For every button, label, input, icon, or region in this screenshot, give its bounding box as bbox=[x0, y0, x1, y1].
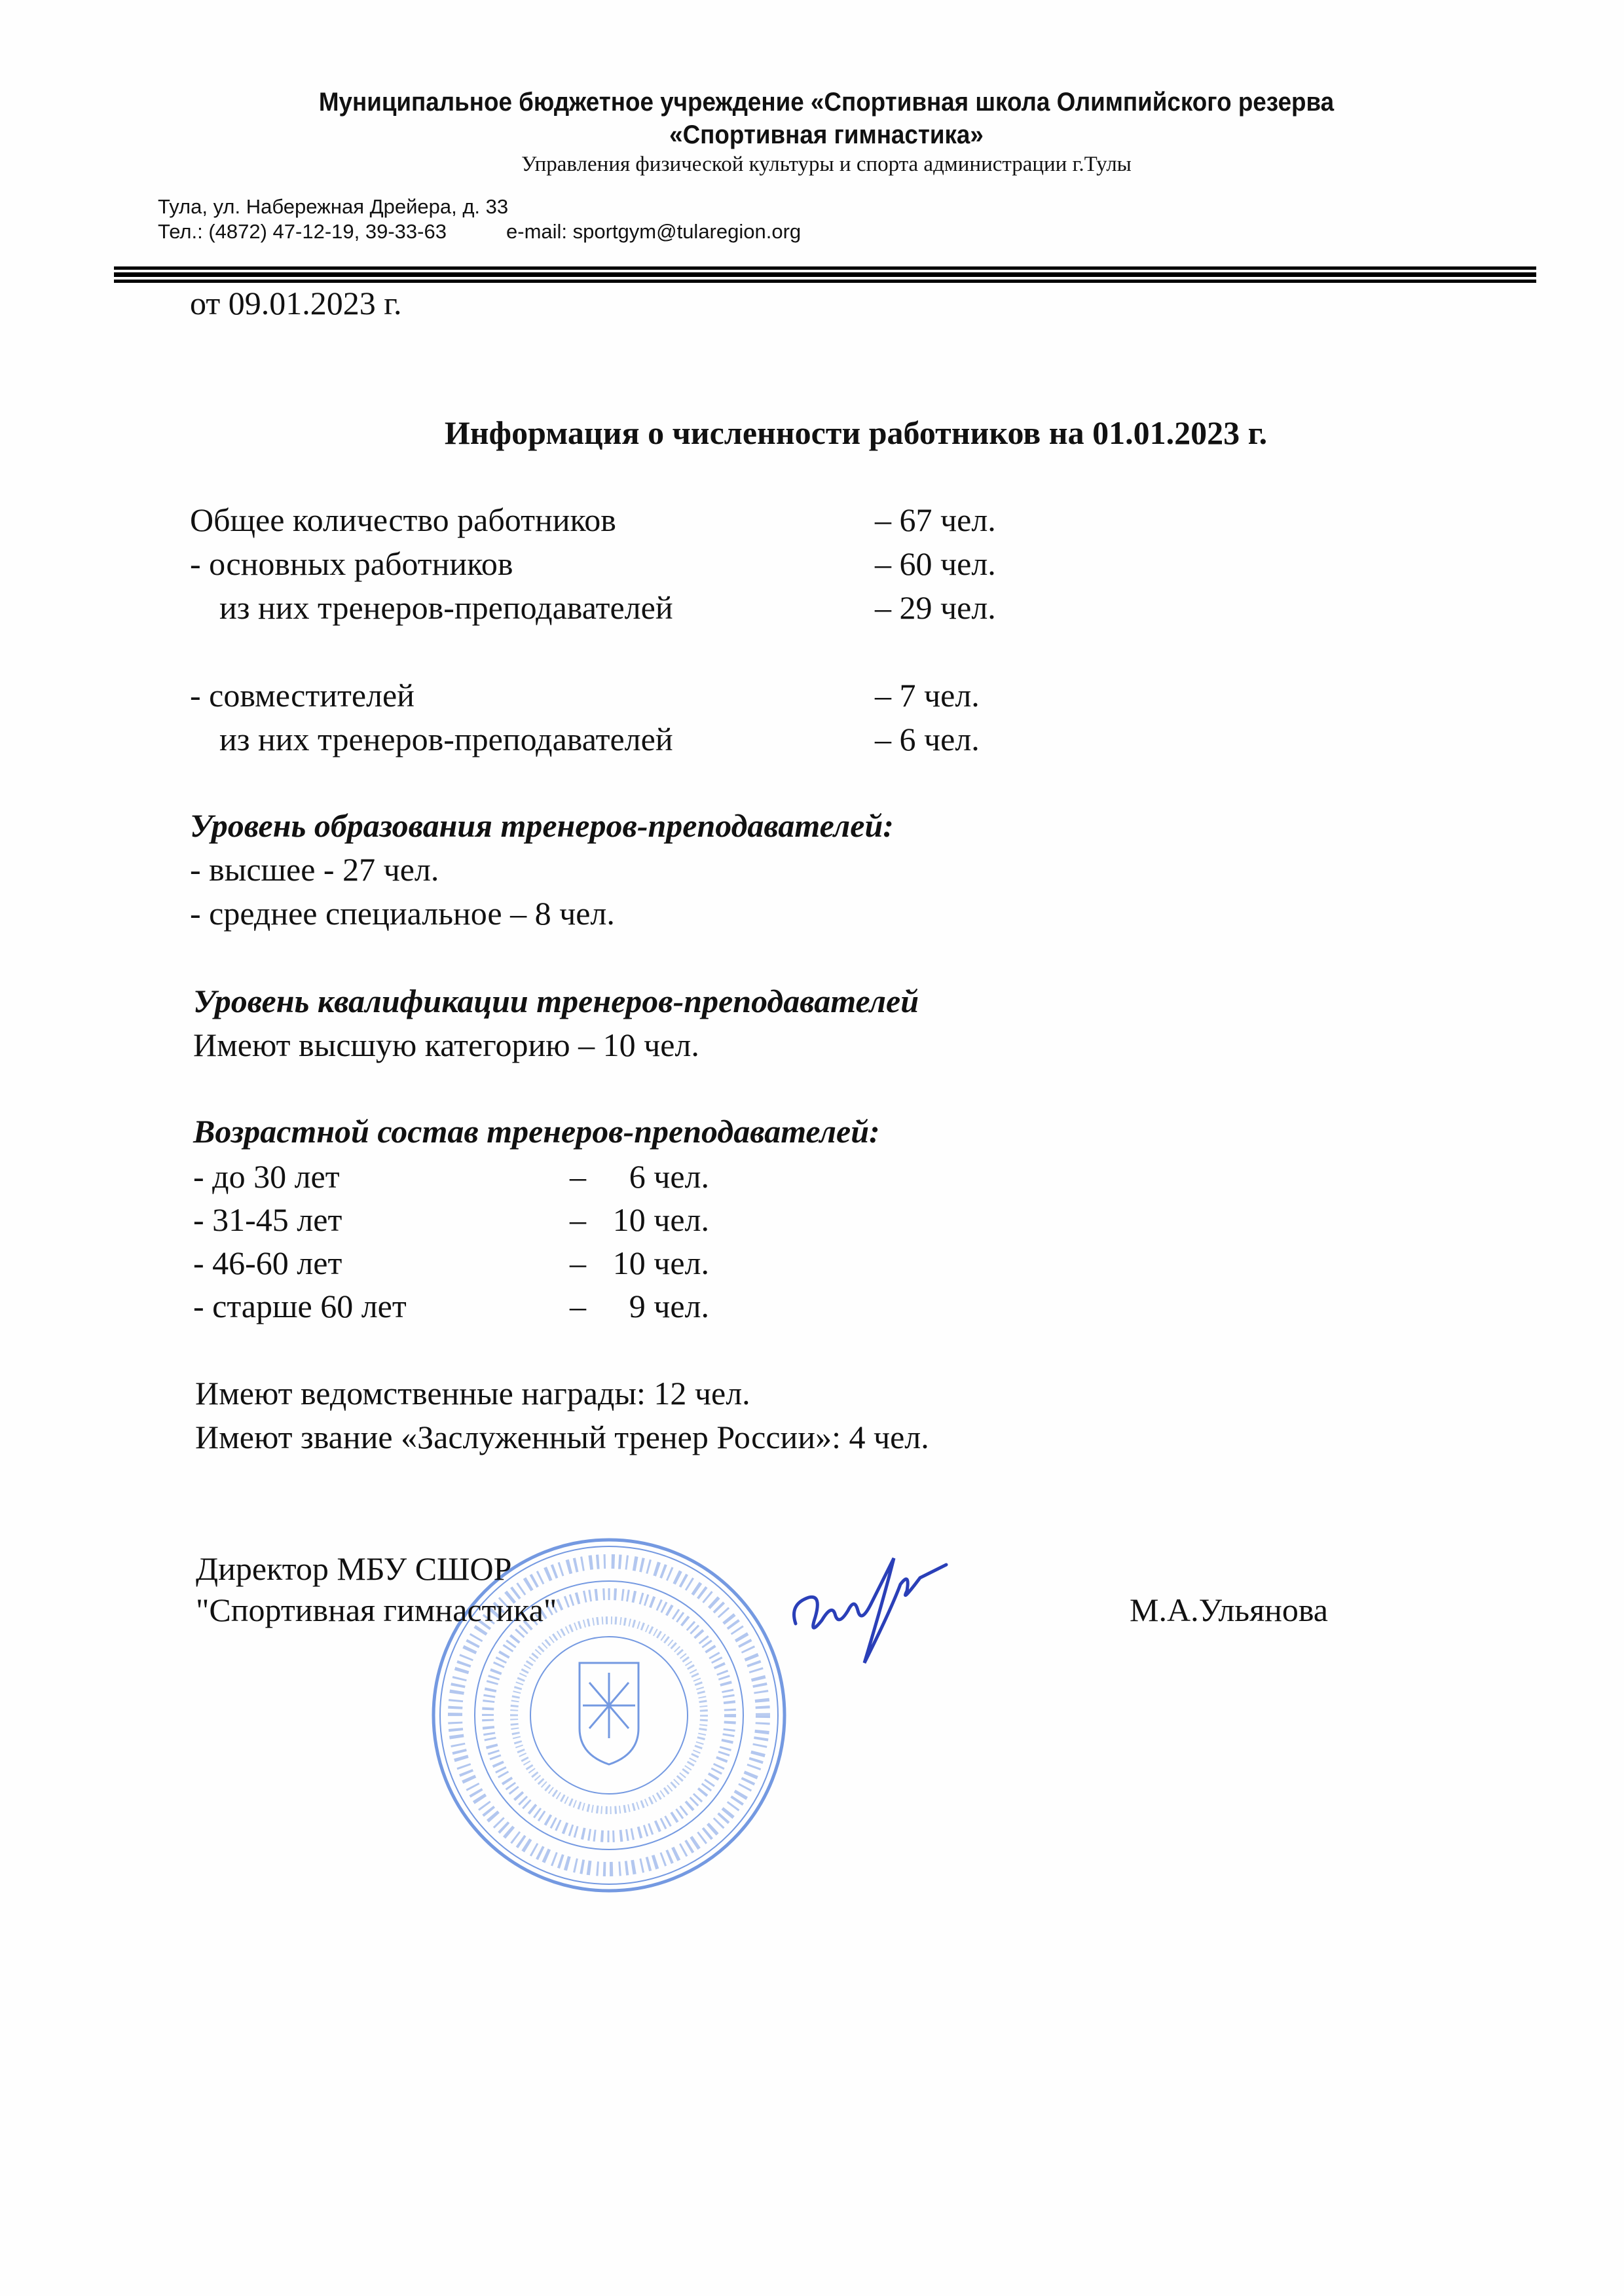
handwritten-signature bbox=[786, 1552, 982, 1689]
education-item: - среднее специальное – 8 чел. bbox=[190, 895, 615, 932]
authority: Управления физической культуры и спорта администрации г.Тулы bbox=[521, 153, 1132, 176]
age-dash: – bbox=[570, 1201, 586, 1238]
age-label: - 31-45 лет bbox=[193, 1201, 342, 1238]
divider bbox=[114, 266, 1536, 270]
age-dash: – bbox=[570, 1158, 586, 1195]
staff-value: – 29 чел. bbox=[875, 589, 996, 626]
age-value: 10 чел. bbox=[612, 1201, 709, 1238]
document-date: от 09.01.2023 г. bbox=[190, 285, 402, 321]
age-heading: Возрастной состав тренеров-преподавателей: bbox=[193, 1113, 880, 1150]
awards-line: Имеют звание «Заслуженный тренер России»: 4 чел. bbox=[195, 1419, 929, 1455]
age-label: - старше 60 лет bbox=[193, 1288, 407, 1324]
signatory-organization: "Спортивная гимнастика" bbox=[196, 1592, 557, 1628]
awards-line: Имеют ведомственные награды: 12 чел. bbox=[195, 1375, 750, 1412]
document-title: Информация о численности работников на 01.01.2023 г. bbox=[444, 414, 1268, 451]
email: e-mail: sportgym@tularegion.org bbox=[506, 220, 802, 243]
age-dash: – bbox=[570, 1288, 586, 1324]
divider bbox=[114, 272, 1536, 277]
staff-value: – 6 чел. bbox=[875, 721, 980, 757]
education-heading: Уровень образования тренеров-преподавателей: bbox=[190, 807, 894, 844]
staff-label: - совместителей bbox=[190, 677, 415, 714]
age-label: - 46-60 лет bbox=[193, 1245, 342, 1281]
staff-value: – 67 чел. bbox=[875, 501, 996, 538]
age-value: 6 чел. bbox=[629, 1158, 709, 1195]
staff-value: – 7 чел. bbox=[875, 677, 980, 714]
age-dash: – bbox=[570, 1245, 586, 1281]
phone: Тел.: (4872) 47-12-19, 39-33-63 bbox=[158, 220, 447, 243]
staff-value: – 60 чел. bbox=[875, 545, 996, 582]
age-value: 10 чел. bbox=[612, 1245, 709, 1281]
signatory-name: М.А.Ульянова bbox=[1130, 1592, 1328, 1628]
age-value: 9 чел. bbox=[629, 1288, 709, 1324]
address: Тула, ул. Набережная Дрейера, д. 33 bbox=[158, 195, 509, 218]
staff-label: из них тренеров-преподавателей bbox=[219, 589, 673, 626]
staff-label: из них тренеров-преподавателей bbox=[219, 721, 673, 757]
org-name-line2: «Спортивная гимнастика» bbox=[669, 120, 984, 149]
qualification-heading: Уровень квалификации тренеров-преподавателей bbox=[193, 983, 919, 1019]
divider bbox=[114, 280, 1536, 283]
education-item: - высшее - 27 чел. bbox=[190, 851, 439, 888]
staff-label: Общее количество работников bbox=[190, 501, 616, 538]
qualification-item: Имеют высшую категорию – 10 чел. bbox=[193, 1027, 699, 1063]
org-name-line1: Муниципальное бюджетное учреждение «Спортивная школа Олимпийского резерва bbox=[318, 88, 1335, 117]
age-label: - до 30 лет bbox=[193, 1158, 340, 1195]
staff-label: - основных работников bbox=[190, 545, 513, 582]
signatory-position: Директор МБУ СШОР bbox=[196, 1550, 512, 1587]
